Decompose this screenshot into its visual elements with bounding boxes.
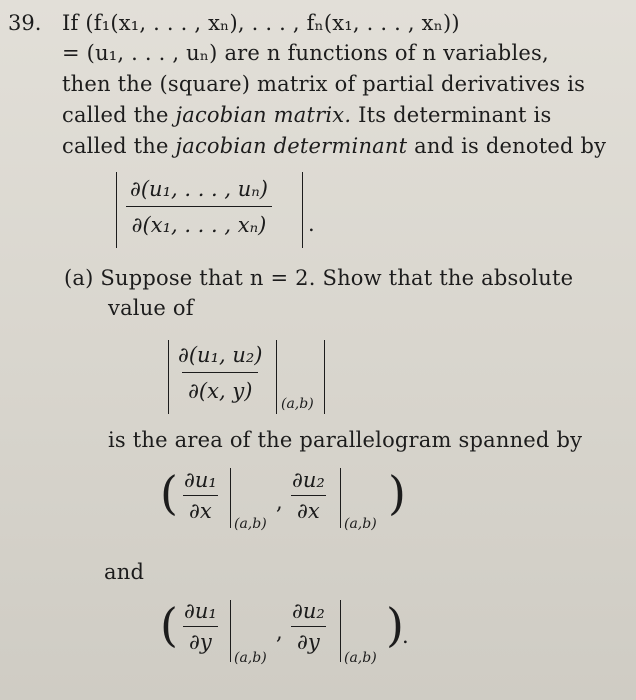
vec1-sub1: (a,b) bbox=[234, 516, 267, 532]
problem-line-4-pre: called the bbox=[62, 103, 176, 127]
vec1-num1: ∂u₁ bbox=[184, 468, 217, 492]
problem-line-5 bbox=[62, 131, 606, 161]
vec1-frac-1 bbox=[178, 465, 223, 526]
problem-line-3: then the (square) matrix of partial derivatives is bbox=[62, 72, 586, 96]
jacobian-2-numerator: ∂(u₁, u₂) bbox=[178, 343, 263, 367]
vec1-num2: ∂u₂ bbox=[292, 468, 325, 492]
vec2-sub1: (a,b) bbox=[234, 650, 267, 666]
problem-line-4 bbox=[62, 100, 551, 130]
vec2-frac-2 bbox=[286, 596, 331, 657]
vec2-eval-bar-2 bbox=[340, 600, 341, 662]
general-jacobian-fraction bbox=[124, 172, 274, 243]
general-jacobian-numerator: ∂(u₁, . . . , uₙ) bbox=[130, 177, 268, 201]
vec1-sub2: (a,b) bbox=[344, 516, 377, 532]
part-a-area-line: is the area of the parallelogram spanned by bbox=[108, 428, 583, 452]
general-jacobian-period: . bbox=[308, 212, 315, 236]
vec2-left-paren: ( bbox=[160, 598, 178, 652]
abs-bar-right-2 bbox=[324, 340, 325, 414]
vec1-den1: ∂x bbox=[183, 495, 218, 526]
general-jacobian-denominator: ∂(x₁, . . . , xₙ) bbox=[126, 206, 273, 243]
vec1-frac-2 bbox=[286, 465, 331, 526]
vec2-num2: ∂u₂ bbox=[292, 599, 325, 623]
vec1-eval-bar-2 bbox=[340, 468, 341, 528]
term-jacobian-determinant: jacobian determinant bbox=[175, 134, 408, 158]
vec2-eval-bar-1 bbox=[230, 600, 231, 662]
vec2-period: . bbox=[402, 624, 409, 648]
vec2-sub2: (a,b) bbox=[344, 650, 377, 666]
and-word: and bbox=[104, 560, 145, 584]
part-a-line-2: value of bbox=[108, 296, 194, 320]
abs-bar-left bbox=[116, 172, 117, 248]
vec1-eval-bar-1 bbox=[230, 468, 231, 528]
jacobian-2-fraction bbox=[172, 338, 268, 409]
vec2-separator: , bbox=[276, 620, 283, 644]
vec1-right-paren: ) bbox=[388, 466, 406, 520]
eval-bar bbox=[276, 340, 277, 414]
problem-number: 39. bbox=[8, 11, 42, 35]
problem-line-4-post: Its determinant is bbox=[351, 103, 552, 127]
vec1-den2: ∂x bbox=[291, 495, 326, 526]
vec2-frac-1 bbox=[178, 596, 223, 657]
part-a-line-1: (a) Suppose that n = 2. Show that the absolute bbox=[64, 266, 574, 290]
vec2-right-paren: ) bbox=[386, 598, 404, 652]
problem-line-5-post: and is denoted by bbox=[407, 134, 607, 158]
problem-line-5-pre: called the bbox=[62, 134, 176, 158]
abs-bar-right bbox=[302, 172, 303, 248]
vec1-separator: , bbox=[276, 490, 283, 514]
abs-bar-left-2 bbox=[168, 340, 169, 414]
jacobian-2-denominator: ∂(x, y) bbox=[182, 372, 258, 409]
problem-line-2: = (u₁, . . . , uₙ) are n functions of n variables, bbox=[62, 41, 549, 65]
vec2-num1: ∂u₁ bbox=[184, 599, 217, 623]
vec2-den1: ∂y bbox=[183, 626, 218, 657]
problem-line-1: If (f₁(x₁, . . . , xₙ), . . . , fₙ(x₁, . . . , xₙ)) bbox=[62, 11, 460, 35]
vec2-den2: ∂y bbox=[291, 626, 326, 657]
term-jacobian-matrix: jacobian matrix. bbox=[175, 103, 352, 127]
eval-point: (a,b) bbox=[281, 396, 314, 412]
vec1-left-paren: ( bbox=[160, 466, 178, 520]
